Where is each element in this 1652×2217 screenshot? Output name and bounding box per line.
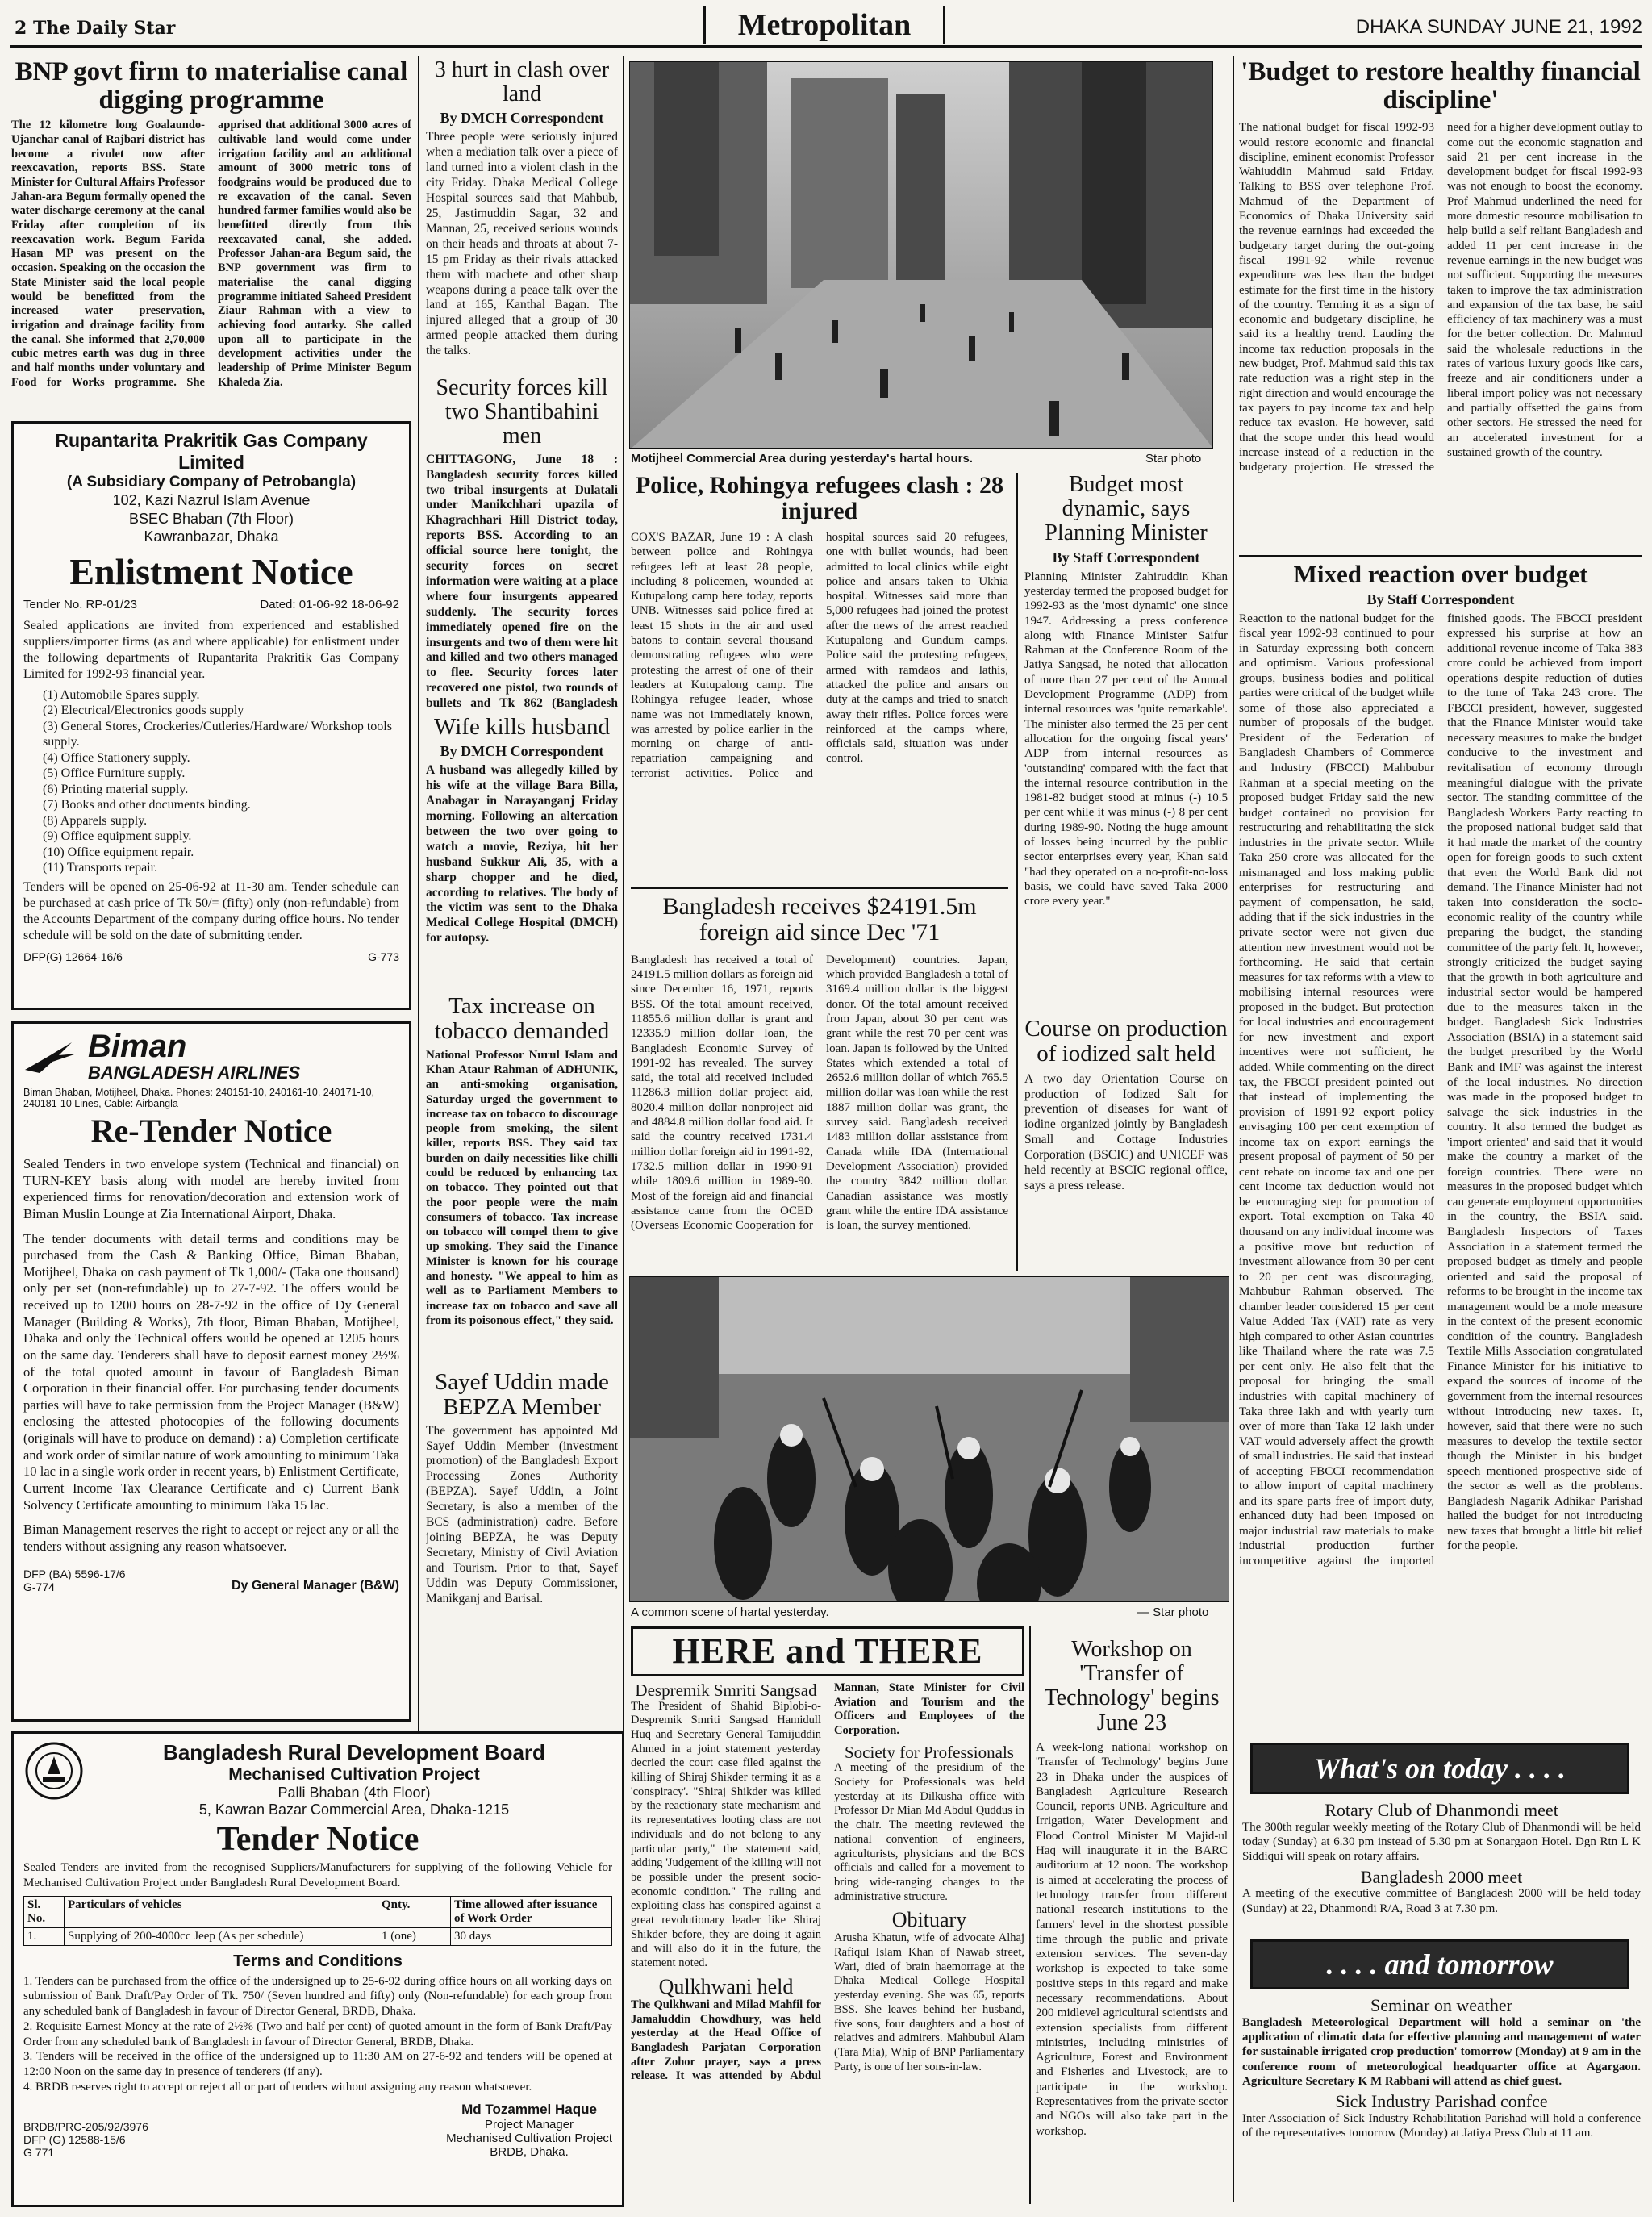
qulkhwani-body: The Qulkhwani and Milad Mahfil for Jamaluddin Chowdhury, was held yesterday at the Head Office of Bangladesh Parjatan Corporation after Zohor prayer, says a press release. It was attended by Abdul Mannan, State Minister for Civil Aviation and Tourism and the Officers and Employees of the Corporation.	[631, 1681, 1024, 2083]
shantibahini-body: CHITTAGONG, June 18 : Bangladesh security forces killed two tribal insurgents at Dulatali under Manikchhari upazila of Khagrachhari Hill District today, reports BSS. According to an official source here tonight, the security forces on secret information were waiting at a place where four insurgents appeared suddenly. The security forces immediately opened fire on the insurgents and two of them were hit and killed and two others managed to flee. Security forces later recovered one pistol, two rounds of bullets and Tk 862 (Bangladesh	[426, 452, 618, 711]
gas-company-sub: (A Subsidiary Company of Petrobangla)	[66, 474, 357, 491]
biman-ref2: G-774	[23, 1580, 55, 1594]
gas-item: (6) Printing material supply.	[43, 782, 189, 796]
wife-headline: Wife kills husband	[434, 715, 610, 740]
rohingya-headline: Police, Rohingya refugees clash : 28 injured	[635, 473, 1004, 524]
here-and-there-banner: HERE and THERE	[631, 1626, 1024, 1676]
section-title: Metropolitan	[703, 6, 945, 44]
gas-ref: DFP(G) 12664-16/6	[23, 950, 123, 963]
biman-sign: Dy General Manager (B&W)	[231, 1579, 399, 1593]
tobacco-body: National Professor Nurul Islam and Khan Ataur Rahman of ADHUNIK, an anti-smoking organisation, Saturday urged the government to increase tax on tobacco to discourage people from smoking, the silent killer, reports BSS. They said tax burden on daily necessities like chilli could be reduced by enhancing tax on tobacco. They pointed out that the poor people were the main consumers of tobacco. Tax increase on tobacco will compel them to give up smoking. They said the Finance Minister is known for his courage and honesty. "We appeal to him as well as to Parliament Members to increase tax on tobacco and save all from its poisonous effect," they said.	[426, 1048, 618, 1327]
gas-closing: Tenders will be opened on 25-06-92 at 11-30 am. Tender schedule can be purchased at cash price of Tk 50/= (fifty) only (non-refundable) from the Accounts Department of the company during office hours. No tender schedule will be sold on the date of submitting tender.	[23, 879, 399, 942]
clash-headline: 3 hurt in clash over land	[434, 58, 610, 107]
despremik-body: The President of Shahid Biplobi-o-Despremik Smriti Sangsad Hamidull Huq and Secretary General Tamijuddin Ahmed in a joint statement yesterday decried the court case filed against the killing of Shiraj Shikder terming it as a 'conspiracy'. "Shiraj Shikder was killed by the reactionary state mechanism and its representatives looting class are not individuals and do not belong to any particular party," the statement said, adding 'Judgement of the killing will not be possible under the present socio-economic condition." The ruling and exploiting class has conspired against a great revolutionary leader like Shiraj Shikder before, they are doing it again and will also do it in the future, the statement noted.	[631, 1699, 821, 1970]
bnp-body: The 12 kilometre long Goalaundo-Ujanchar canal of Rajbari district has become a rivulet now after reexcavation, reports BSS. State Minister for Cultural Affairs Professor Jahan-ara Begum formally opened the water discharge ceremony at the canal Friday after completion of its reexcavation work. Begum Farida Hasan MP was present on the occasion. Speaking on the occasion the State Minister said the local people would be benefitted from the increased water preservation, irrigation and drainage facility from the canal. She informed that 2,70,000 cubic metres earth was dug in three and half months under voluntary and Food for Works programme. She apprised that additional 3000 acres of cultivable land would come under irrigation facility and an additional amount of 3000 metric tons of foodgrains would be produced due to re excavation of the canal. Seven hundred farmer families would also be benefitted directly from this reexcavated canal, she added. Professor Jahan-ara Begum said, the BNP government was firm to materialise the canal digging programme initiated Saheed President Ziaur Rahman with a view to achieving food autarky. She called upon all to participate in the development activities under the leadership of Prime Minister Begum Khaleda Zia.	[11, 119, 411, 389]
sayef-headline: Sayef Uddin made BEPZA Member	[435, 1370, 609, 1421]
brdb-ref1: BRDB/PRC-205/92/3976	[23, 2119, 148, 2133]
gas-item: (8) Apparels supply.	[43, 813, 148, 828]
wife-body: A husband was allegedly killed by his wife at the village Bara Billa, Anabagar in Narayanganj Friday morning. Following an altercation between the two over going to watch a movie, Reziya, hit her husband Sukkur Ali, 35, with a sharp chopper and he died, according to relatives. The body of the victim was sent to the Dhaka Medical College Hospital (DMCH) for autopsy.	[426, 763, 618, 946]
brdb-term: 3. Tenders will be received in the office of the undersigned up to 11:30 AM on 27-6-92 and tenders will be opened at 12:00 Noon on the same day in presence of tenderers (if any).	[23, 2050, 612, 2079]
brdb-td: 1 (one)	[378, 1927, 451, 1945]
hartal-street-image	[630, 62, 1213, 449]
iodized-salt-body: A two day Orientation Course on production of Iodized Salt for prevention of diseases for want of iodine organized jointly by Bangladesh Small and Cottage Industries Corporation (BSCIC) and UNICEF was held recently at BSCIC regional office, says a press release.	[1024, 1071, 1228, 1192]
brdb-term: 4. BRDB reserves right to accept or reject all or part of tenders without assigning any reason whatsoever.	[23, 2080, 532, 2094]
mixed-reaction-body: Reaction to the national budget for the fiscal year 1992-93 continued to pour in Saturday expressing both concern and optimism. Various professional groups, business bodies and political parties were critical of the budget while some of those also appreciated a number of proposals of the budget. President of the Federation of Bangladesh Chambers of Commerce and Industry (FBCCI) Mahbubur Rahman at a special meeting on the proposed budget Friday said the new budget contained no provision for restructuring and rehabilitating the sick industries in the private sector. While Taka 250 crore was allocated for the mismanaged and loss making public enterprises for restructuring and payment of compensation, he said, adding that if the sick industries in the private sector were not given due attention new investment would not be forthcoming. He said that certain measures for tax reforms with a view to mobilising internal resources were proposed in the budget. But protection for local industries and encouragement for new investment and export incentives were not sufficient, he added. While commenting on the direct tax, the FBCCI president pointed out that instead of implementing the provision of 1991-92 export policy envisaging 100 per cent exemption of income tax on export earnings the present proposal of payment of 50 per cent rebate on income tax and one per cent income tax deduction would not be encouraging step for promotion of export. Total exemption on Taka 40 thousand on any individual income was a positive move but reduction of investment allowance from 30 per cent to 20 per cent was discouraging, Mahbubur Rahman observed. The chamber leader considered 15 per cent Value Added Tax (VAT) rate as very high compared to other Asian countries like Thailand where the rate was 7.5 per cent only. He also felt that the proposal for bringing the small industries with capital machinery of Taka three lakh and with yearly turn over of more than Taka 12 lakh under VAT would adversely affect the growth of small industries. He said that instead of accepting FBCCI recommendation to allow import of capital machinery and its spare parts free of import duty, enhanced duty had been imposed on major industrial raw materials to make industrial production further incompetitive against the imported finished goods. The FBCCI president expressed his surprise at how an additional revenue income of Taka 383 crore could be achieved from import operations despite reduction of duties to the tune of Taka 243 crore. The FBCCI president, however, suggested that the Finance Minister would take necessary measures to make the budget conducive to the investment and revitalisation of economy through meaningful dialogue with the private sector. The standing committee of the Bangladesh Workers Party reacting to the proposed national budget said that it had made the market of the country open for foreign goods to such extent that even the World Bank did not demand. The Finance Minister had not taken into consideration the socio-economic reality of the country while preparing the budget, the standing committee of the party felt. It, however, strongly criticized the budget saying that the growth in both agriculture and industrial sector would be hampered due to the measures taken in the budget. Bangladesh Sick Industries Association (BSIA) in a statement said the budget prescribed by the World Bank and IMF was against the interest of the local industries. No direction was made in the proposed budget to salvage the sick industries in the country. It also termed the budget as 'import oriented' and said that it would make the country a market of the foreign countries. There were no measures in the proposed budget which can generate employment opportunities in the country, the BSIA said. Bangladesh Inspectors of Taxes Association in a statement termed the proposed budget as timely and people oriented and said the proposal of reforms to be brought in the income tax management would be a mole measure in the context of the present economic condition of the country. Bangladesh Textile Mills Association congratulated Finance Minister for his initiative to expand the sources of income of the government from the internal resources without introducing new taxes. It, however, said that there were no such measures to develop the textile sector though the Minister in his budget speech mentioned prospective side of the sector as well as the problems. Bangladesh Nagarik Adhikar Parishad hailed the budget for not introducing new taxes that brought a little bit relief for the people.	[1239, 611, 1642, 1568]
hartal-crowd-photo	[629, 1276, 1229, 1602]
brdb-terms-title: Terms and Conditions	[233, 1952, 403, 1970]
workshop-headline: Workshop on 'Transfer of Technology' begins June 23	[1044, 1638, 1220, 1735]
biman-airline-name: BANGLADESH AIRLINES	[88, 1063, 301, 1083]
dateline: DHAKA SUNDAY JUNE 21, 1992	[1355, 16, 1642, 38]
foreign-aid-article	[631, 894, 1008, 1273]
society-headline: Society for Professionals	[845, 1742, 1014, 1762]
rohingya-body: COX'S BAZAR, June 19 : A clash between police and Rohingya refugees left at least 28 people, including 8 policemen, wounded at Kutupalong camp here today, reports UNB. Witnesses said police fired at least 15 shots in the air and used batons to contain several thousand demonstrating refugees who were protesting the arrest of one of their leaders at Kutupalong camp. The Rohingya refugee leader, whose name was not immediately known, was arrested by police earlier in the morning on charge of anti-repatriation campaigning and terrorist activities. Police and hospital sources said 20 refugees, one with bullet wounds, had been admitted to local clinics while eight police and ansars taken to Ukhia hospital. Witnesses said more than 5,000 refugees had joined the protest after the news of the arrest reached Kutupalong and Gundum camps. Police said the protesting refugees, armed with ramdaos and lathis, attacked the police and ansars on duty at the camps and tried to snatch away their rifles. Police forces were reinforced at the camps where, officials said, situation was under control.	[631, 531, 1008, 780]
shantibahini-headline: Security forces kill two Shantibahini men	[436, 376, 608, 449]
gas-addr1: 102, Kazi Nazrul Islam Avenue	[112, 492, 311, 508]
clash-article	[426, 58, 618, 374]
shantibahini-article	[426, 376, 618, 713]
brdb-td: 1.	[24, 1927, 65, 1945]
foreign-aid-headline: Bangladesh receives $24191.5m foreign aid since Dec '71	[662, 894, 977, 946]
rohingya-article	[631, 473, 1008, 884]
planning-article	[1024, 473, 1228, 1012]
photo2-credit: — Star photo	[1137, 1605, 1209, 1619]
mixed-reaction-byline: By Staff Correspondent	[1366, 591, 1515, 607]
brdb-term: 2. Requisite Earnest Money at the rate of 2½% (Two and half per cent) of quoted amount in the form of Bank Draft/Pay Order from any scheduled bank of Bangladesh in favour of Director General, BRDB, Dhaka.	[23, 2019, 612, 2048]
gas-notice-title: Enlistment Notice	[69, 550, 353, 592]
brdb-tender-ad	[11, 1731, 624, 2207]
photo1-caption: Motijheel Commercial Area during yesterday's hartal hours.	[631, 452, 973, 466]
wife-byline: By DMCH Correspondent	[440, 743, 604, 760]
and-tomorrow-section	[1242, 1996, 1641, 2207]
budget-discipline-article	[1239, 58, 1642, 549]
gas-company-name: Rupantarita Prakritik Gas Company Limited	[55, 430, 368, 473]
hartal-crowd-image	[630, 1277, 1229, 1602]
brdb-signer-org: Mechanised Cultivation Project	[446, 2131, 612, 2145]
foreign-aid-body: Bangladesh has received a total of 24191.5 million dollars as foreign aid since December 16, 1971, reports BSS. Of the total amount received, 11855.6 million dollar is grant and 12335.9 million dollar loan, the Bangladesh Economic Survey of 1991-92 has revealed. The survey said, the total aid received included 11286.3 million dollar project aid, 8020.4 million dollar nonproject aid and 4884.8 million dollar food aid. It said the country received 1731.4 million dollar foreign aid in 1991-92, 1732.5 million dollar in 1990-91 while 1809.6 million in 1989-90. Most of the foreign aid and financial assistance came from the OCED (Overseas Economic Cooperation for Development) countries. Japan, which provided Bangladesh a total of 3169.4 million dollar is the biggest donor. Of the total amount received from Japan, about 30 per cent was grant while the rest 70 per cent was loan. Japan is followed by the United States which extended a total of 2652.6 million dollar of which 765.5 million dollar was loan while the rest 1887 million dollar was grant, the survey said. Bangladesh received 1483 million dollar assistance from Canada while IDA (International Development Association) provided the country 3842 million dollar. Canadian assistance was mostly grant while the entire IDA assistance is loan, the survey mentioned.	[631, 953, 1008, 1233]
gas-intro: Sealed applications are invited from experienced and established suppliers/importer firms (as and where applicable) for enlistment under the following departments of Rupantarita Prakritik Gas Company Limited for 1992-93 financial year.	[23, 618, 399, 681]
brdb-intro: Sealed Tenders are invited from the recognised Suppliers/Manufacturers for supplying of the following Vehicle for Mechanised Cultivation Project under Bangladesh Rural Development Board.	[23, 1861, 612, 1889]
gas-addr3: Kawranbazar, Dhaka	[144, 528, 279, 545]
gas-item: (1) Automobile Spares supply.	[43, 687, 200, 702]
gas-dated: Dated: 01-06-92 18-06-92	[260, 597, 399, 612]
biman-notice-title: Re-Tender Notice	[90, 1113, 332, 1149]
brdb-ref2: DFP (G) 12588-15/6	[23, 2132, 126, 2146]
here-and-there-section	[631, 1626, 1024, 2207]
wife-article	[426, 715, 618, 992]
tobacco-article	[426, 994, 618, 1368]
biman-address: Biman Bhaban, Motijheel, Dhaka. Phones: 240151-10, 240161-10, 240171-10, 240181-10 Lines, Cable: Airbangla	[23, 1087, 375, 1109]
biman-p2: The tender documents with detail terms and conditions may be purchased from the Cash & Banking Office, Biman Bhaban, Motijheel, Dhaka on cash payment of Tk 1,000/- (Taka one thousand) only per set (non-refundable) up to 27-7-92. The offers would be received up to 1200 hours on 28-7-92 in the office of Dy General Manager (Building & Works), 7th floor, Biman Bhaban, Motijheel, Dhaka and only the Technical offers would be opened at 1205 hours on the same day. Tenderers shall have to deposit earnest money 2½% of the total quoted amount in favour of Bangladesh Biman Corporation in their financial offer. For purchasing tender documents parties will have to take permission from the Project Manager (B&W) enclosing the attested photocopies of the following documents (originals will have to produce on demand) : a) Completion certificate and work order of similar nature of work amounting to minimum Taka 10 lac in a single work order in recent years, b) Enlistment Certificate, Current Income Tax Clearance Certificate and c) Current Bank Solvency Certificate amounting to minimum Taka 15 lac.	[23, 1230, 399, 1513]
biman-logo-text: Biman	[88, 1029, 187, 1064]
brdb-title: Bangladesh Rural Development Board	[163, 1740, 545, 1764]
sick-industry-headline: Sick Industry Parishad confce	[1335, 2091, 1548, 2112]
brdb-emblem-icon	[23, 1740, 85, 1802]
brdb-th: Sl. No.	[24, 1896, 65, 1927]
sick-industry-body: Inter Association of Sick Industry Rehabilitation Parishad will hold a conference of the representatives tomorrow (Monday) at Jatiya Press Club at 11 am.	[1242, 2111, 1641, 2140]
iodized-salt-article	[1024, 1017, 1228, 1273]
gas-items	[43, 687, 399, 876]
planning-headline: Budget most dynamic, says Planning Minister	[1045, 473, 1208, 546]
brdb-addr2: 5, Kawran Bazar Commercial Area, Dhaka-1215	[198, 1802, 510, 1818]
gas-addr2: BSEC Bhaban (7th Floor)	[128, 510, 294, 527]
photo2-caption: A common scene of hartal yesterday.	[631, 1605, 829, 1619]
b2000-body: A meeting of the executive committee of Bangladesh 2000 will be held today (Sunday) at 22, Dhanmondi R/A, Road 3 at 7.30 pm.	[1242, 1887, 1641, 1915]
rotary-body: The 300th regular weekly meeting of the Rotary Club of Dhanmondi will be held today (Sunday) at 6.30 pm instead of 5.30 pm at Sonargaon Hotel. Dgn Rtn L K Siddiqui will speak on rotary affairs.	[1242, 1820, 1641, 1864]
obituary-body: Arusha Khatun, wife of advocate Alhaj Rafiqul Islam Khan of Nawab street, Wari, died of brain haemorrage at the Dhaka Medical College Hospital yesterday evening. She was 65, reports BSS. She leaves behind her husband, five sons, four daughters and a host of relatives and admirers. Mahbubul Alam (Tara Mia), Whip of BNP Parliamentary Party, is one of her sons-in-law.	[834, 1931, 1024, 2073]
gas-item: (4) Office Stationery supply.	[43, 750, 190, 765]
planning-body: Planning Minister Zahiruddin Khan yesterday termed the proposed budget for 1992-93 as the 'most dynamic' one since 1947. Addressing a press conference along with Finance Minister Saifur Rahman at the Conference Room of the Jatiya Sangsad, he noted that allocation of more than 27 per cent of the Annual Development Programme (ADP) from internal resources was 'quite remarkable'. The minister also termed the 25 per cent allocation for the ongoing fiscal years' ADP from internal resources as 'outstanding' compared with the fact that the internal resource contribution in the 1981-82 budget stood at minus (-) 10.5 per cent while it was minus (-) 8 per cent during 1989-90. Noting the huge amount of losses being incurred by the public sector enterprises every year, Khan said "had they operated on a no-profit-no-loss basis, we could have saved Taka 2000 crore every year."	[1024, 570, 1228, 908]
brdb-sub: Mechanised Cultivation Project	[228, 1765, 480, 1784]
iodized-salt-headline: Course on production of iodized salt held	[1024, 1017, 1228, 1067]
brdb-signer-title: Project Manager	[485, 2117, 574, 2131]
rotary-headline: Rotary Club of Dhanmondi meet	[1325, 1801, 1558, 1820]
workshop-body: A week-long national workshop on 'Transfer of Technology' begins June 23 in Dhaka under the auspices of Bangladesh Agriculture Research Council, reports UNB. Agriculture and Irrigation, Water Development and Flood Control Minister M Majid-ul Haq will inaugurate it in the BARC auditorium at 12 noon. The workshop is aimed at accelerating the process of technology transfer from different national research institutions to the farmers' level in the shortest possible time through the public and private extension services. The seven-day workshop is expected to take some positive steps in this regard and make necessary recommendations. About 200 midlevel agricultural scientists and extension specialists from different ministries, including ministries of Agriculture, Forest and Environment and Fisheries and Livestock, are to participate in the workshop. Representatives from the private sector and NGOs will also take part in the workshop.	[1036, 1740, 1228, 2138]
brdb-td: Supplying of 200-4000cc Jeep (As per schedule)	[65, 1927, 378, 1945]
mixed-reaction-article	[1239, 562, 1642, 1723]
brdb-th: Time allowed after issuance of Work Order	[451, 1896, 612, 1927]
planning-byline: By Staff Correspondent	[1052, 549, 1200, 566]
budget-discipline-headline: 'Budget to restore healthy financial discipline'	[1241, 58, 1641, 115]
biman-retender-ad	[11, 1021, 411, 1722]
gas-item: (5) Office Furniture supply.	[43, 766, 186, 781]
despremik-headline: Despremik Smriti Sangsad	[635, 1680, 817, 1700]
gas-code: G-773	[368, 950, 399, 963]
whats-on-today-section	[1242, 1801, 1641, 1938]
biman-stork-logo-icon	[23, 1038, 80, 1076]
gas-item: (9) Office equipment supply.	[43, 829, 192, 844]
workshop-article	[1036, 1638, 1228, 2207]
budget-discipline-body: The national budget for fiscal 1992-93 would restore economic and financial discipline, eminent economist Professor Wahiuddin Mahmud said Friday. Talking to BSS over telephone Prof. Mahmud of the Department of Economics of Dhaka University said the revenue earnings had exceeded the budgetary target during the out-going fiscal 1991-92 while revenue expenditure was less than the budget estimate for the first time in the history of the country. Terming it as a sign of economic and budgetary discipline, he said its a healthy trend. Lauding the income tax reduction proposals in the new budget, Prof. Mahmud said this tax rate reduction was a right step in the right direction and would encourage the tax payers to pay income tax and help reduce tax evasion. He however, said that the scope under this head would increase instead of a reduction in the budgetary projection. He stressed the need for a higher development outlay to come out the economic stagnation and said 21 per cent increase in the development budget for fiscal 1992-93 was not enough to boost the economy. Prof Mahmud underlined the need for more domestic resource mobilisation to help build a self reliant Bangladesh and added 11 per cent increase in the revenue earnings in the new budget was not sufficient. Supporting the measures taken to improve the tax administration and expansion of the tax base, he said efficiency of tax machinery was a must for the better collection. Dr. Mahmud said the wholesale reductions in the rates of various luxury goods like cars, freeze and air conditioners under a liberal import policy was not necessary and partially offsetted the gains from other sectors. He stressed the need for an accelerated investment for a sustained growth of the country.	[1239, 121, 1642, 474]
gas-item: (10) Office equipment repair.	[43, 845, 194, 859]
and-tomorrow-banner: . . . . and tomorrow	[1250, 1939, 1629, 1989]
photo1-credit: Star photo	[1145, 452, 1202, 466]
biman-ref1: DFP (BA) 5596-17/6	[23, 1568, 126, 1581]
brdb-ref3: G 771	[23, 2145, 55, 2159]
masthead	[10, 6, 1642, 48]
brdb-signer: Md Tozammel Haque	[461, 2101, 597, 2117]
gas-tender-no: Tender No. RP-01/23	[23, 597, 137, 612]
brdb-signer-place: BRDB, Dhaka.	[490, 2144, 569, 2159]
hartal-street-photo	[629, 61, 1213, 449]
brdb-table	[23, 1896, 612, 1946]
society-body: A meeting of the presidium of the Society for Professionals was held yesterday at its Dilkusha office with Professor Dr Mian Md Abdul Quddus in the chair. The meeting reviewed the national convention of engineers, agriculturists, physicians and the BCS officials and called for a movement to bring wide-ranging changes to the administrative structure.	[834, 1761, 1024, 1903]
whats-on-today-banner: What's on today . . . .	[1250, 1743, 1629, 1794]
biman-p3: Biman Management reserves the right to accept or reject any or all the tenders without assigning any reason whatsoever.	[23, 1522, 399, 1554]
clash-body: Three people were seriously injured when a mediation talk over a piece of land turned into a violent clash in the city Friday. Dhaka Medical College Hospital sources said that Mahbub, 25, Jastimuddin Sagar, 32 and Mannan, 25, received serious wounds on their heads and throats at about 7-15 pm Friday as their rivals attacked them with machete and other sharp weapons during a peace talk over the land at 165, Kanthal Bagan. The injured alleged that a group of 30 armed people attacked them during the talks.	[426, 130, 618, 358]
brdb-td: 30 days	[451, 1927, 612, 1945]
mixed-reaction-headline: Mixed reaction over budget	[1293, 562, 1588, 588]
b2000-headline: Bangladesh 2000 meet	[1360, 1866, 1523, 1887]
gas-item: (3) General Stores, Crockeries/Cutleries/Hardware/ Workshop tools supply.	[43, 719, 392, 749]
tobacco-headline: Tax increase on tobacco demanded	[434, 994, 610, 1045]
seminar-body: Bangladesh Meteorological Department will hold a seminar on 'the application of climatic data for effective planning and management of water for sustainable irrigated crop production' tomorrow (Monday) at 9 am in the conference room of meteorological headquarter office at Agargaon. Agriculture Secretary K M Rabbani will attend as chief guest.	[1242, 2015, 1641, 2088]
qulkhwani-headline: Qulkhwani held	[658, 1974, 794, 1998]
sayef-body: The government has appointed Md Sayef Uddin Member (investment promotion) of the Bangladesh Export Processing Zones Authority (BEPZA). Sayef Uddin, a Joint Secretary, is also a member of the BCS (administration) cadre. Before joining BEPZA, he was Deputy Secretary, Ministry of Civil Aviation and Tourism. Prior to that, Sayef Uddin was Deputy Commissioner, Manikganj and Barisal.	[426, 1423, 618, 1605]
biman-p1: Sealed Tenders in two envelope system (Technical and financial) on TURN-KEY basis along with model are hereby invited from experienced firms for renovation/decoration and extension work of Biman Muslin Lounge at Zia International Airport, Dhaka.	[23, 1156, 399, 1221]
brdb-th: Particulars of vehicles	[65, 1896, 378, 1927]
gas-item: (2) Electrical/Electronics goods supply	[43, 704, 244, 718]
gas-item: (7) Books and other documents binding.	[43, 798, 251, 812]
bnp-article	[11, 58, 411, 413]
sayef-article	[426, 1370, 618, 1725]
bnp-headline: BNP govt firm to materialise canal digging programme	[15, 58, 408, 115]
brdb-notice-title: Tender Notice	[216, 1821, 419, 1858]
brdb-addr1: Palli Bhaban (4th Floor)	[277, 1785, 431, 1801]
gas-item: (11) Transports repair.	[43, 861, 158, 875]
brdb-term: 1. Tenders can be purchased from the office of the undersigned up to 25-6-92 during office hours on all working days on submission of Bank Draft/Pay Order of Tk. 750/ (Seven hundred and fifty) only (Non-refundable) for each group from any scheduled bank of Bangladesh in favour of Director General, BRDB, Dhaka.	[23, 1974, 612, 2019]
seminar-headline: Seminar on weather	[1370, 1996, 1512, 2015]
brdb-th: Qnty.	[378, 1896, 451, 1927]
gas-enlistment-ad	[11, 421, 411, 1010]
page-number: 2 The Daily Star	[15, 18, 176, 39]
clash-byline: By DMCH Correspondent	[440, 110, 604, 127]
obituary-headline: Obituary	[891, 1908, 967, 1932]
